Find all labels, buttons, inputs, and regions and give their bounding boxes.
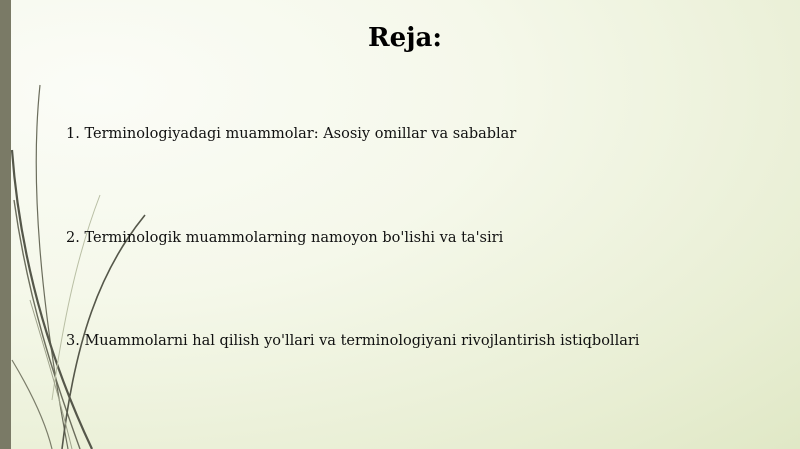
plan-item-3: 3. Muammolarni hal qilish yo'llari va terminologiyani rivojlantirish istiqbollari (66, 333, 640, 349)
plan-item-2: 2. Terminologik muammolarning namoyon bo'lishi va ta'siri (66, 230, 504, 246)
slide-title: Reja: (367, 23, 442, 53)
grass-blades-icon (0, 0, 200, 449)
plan-item-1: 1. Terminologiyadagi muammolar: Asosiy omillar va sabablar (66, 126, 517, 142)
